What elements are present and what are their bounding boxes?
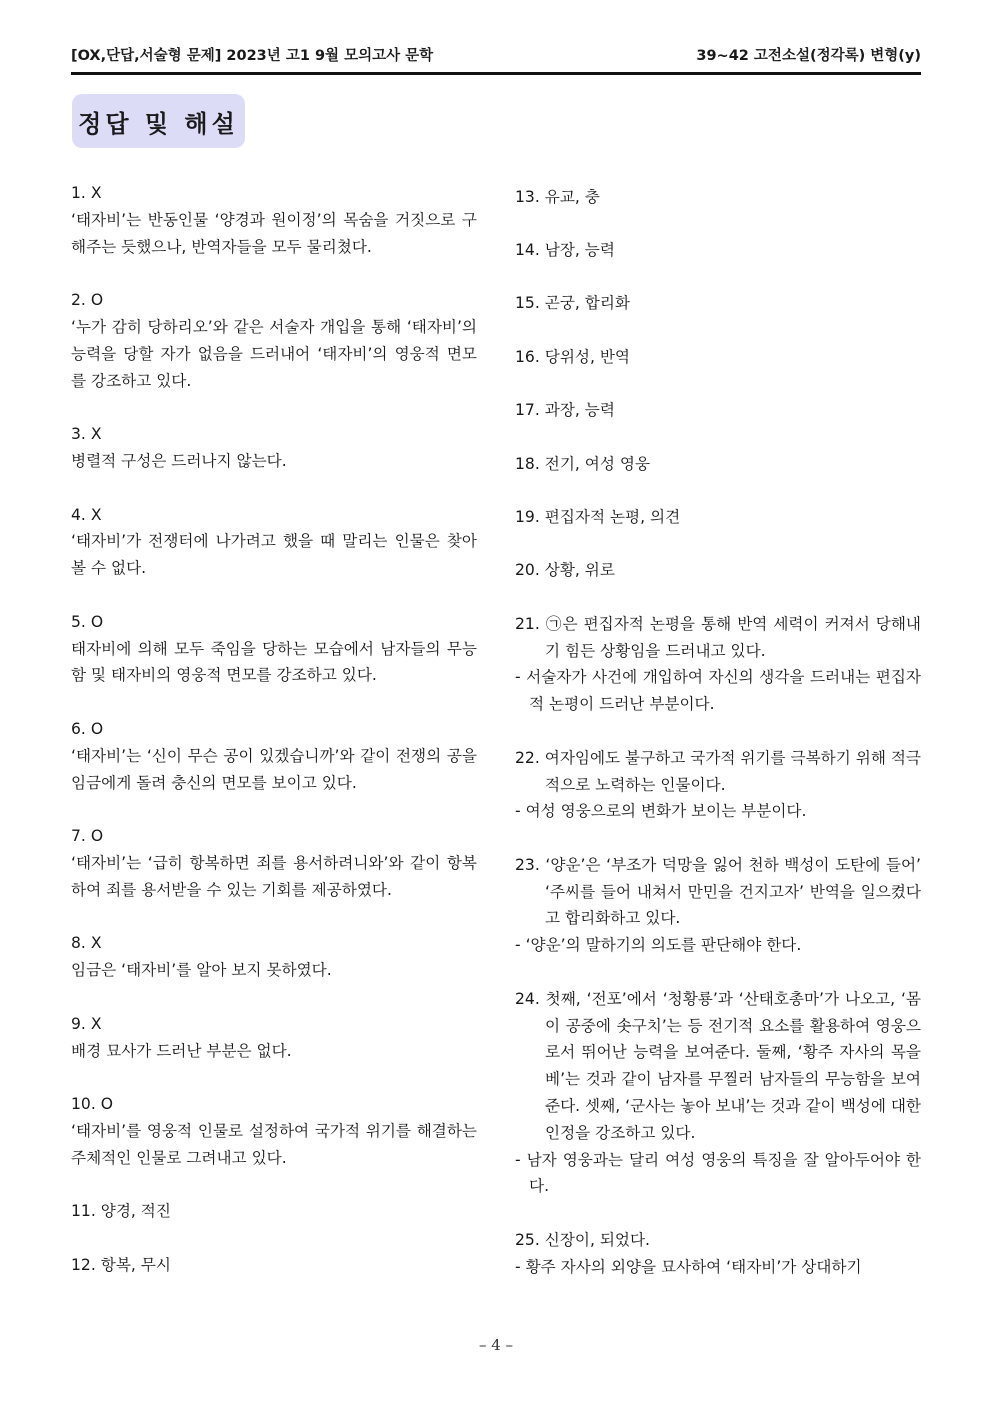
- long-answer-text: 21. ㉠은 편집자적 논평을 통해 반역 세력이 커져서 당해내기 힘든 상황임을 드러내고 있다.: [515, 614, 921, 660]
- long-answer-item: [515, 611, 921, 718]
- long-answer-note: - 황주 자사의 외양을 묘사하여 ‘태자비’가 상대하기: [515, 1257, 862, 1276]
- section-title: 정답 및 해설: [72, 94, 245, 148]
- answer-number: 5. O: [71, 612, 104, 631]
- answer-item: [71, 716, 477, 796]
- answer-explanation: ‘태자비’는 ‘신이 무슨 공이 있겠습니까’와 같이 전쟁의 공을 임금에게 돌려 충신의 면모를 보이고 있다.: [71, 746, 477, 792]
- answer-item: [71, 609, 477, 689]
- answer-explanation: 병렬적 구성은 드러나지 않는다.: [71, 451, 287, 470]
- answer-number: 6. O: [71, 719, 104, 738]
- answer-item: [71, 823, 477, 903]
- header-right-title: 39~42 고전소설(정각록) 변형(y): [696, 48, 921, 64]
- answer-explanation: ‘태자비’는 ‘급히 항복하면 죄를 용서하려니와’와 같이 항복하여 죄를 용서받을 수 있는 기회를 제공하였다.: [71, 853, 477, 899]
- short-answer: 16. 당위성, 반역: [515, 347, 630, 366]
- long-answer-item: [515, 745, 921, 825]
- answer-item: [71, 1198, 477, 1225]
- answer-number: 11. 양경, 적진: [71, 1202, 171, 1221]
- long-answer-note: - 남자 영웅과는 달리 여성 영웅의 특징을 잘 알아두어야 한다.: [515, 1150, 921, 1196]
- short-answer: 15. 곤궁, 합리화: [515, 294, 630, 313]
- long-answer-item: [515, 852, 921, 959]
- answer-number: 4. X: [71, 505, 102, 524]
- short-answer: 20. 상황, 위로: [515, 561, 615, 580]
- answer-item: [71, 502, 477, 582]
- right-column: [515, 168, 921, 1281]
- short-answer: 17. 과장, 능력: [515, 401, 615, 420]
- answer-number: 9. X: [71, 1014, 102, 1033]
- answer-explanation: 임금은 ‘태자비’를 알아 보지 못하였다.: [71, 961, 332, 980]
- answer-number: 7. O: [71, 827, 104, 846]
- answer-explanation: 배경 묘사가 드러난 부분은 없다.: [71, 1041, 292, 1060]
- long-answer-text: 22. 여자임에도 불구하고 국가적 위기를 극복하기 위해 적극적으로 노력하는 인물이다.: [515, 748, 921, 794]
- answer-number: 12. 항복, 무시: [71, 1255, 171, 1274]
- long-answer-note: - 여성 영웅으로의 변화가 보이는 부분이다.: [515, 802, 807, 821]
- long-answer-item: [515, 1227, 921, 1281]
- answer-explanation: 태자비에 의해 모두 죽임을 당하는 모습에서 남자들의 무능함 및 태자비의 영웅적 면모를 강조하고 있다.: [71, 639, 477, 685]
- answer-item: [71, 1011, 477, 1065]
- answer-number: 10. O: [71, 1095, 114, 1114]
- answer-item: [71, 1252, 477, 1279]
- answer-explanation: ‘태자비’가 전쟁터에 나가려고 했을 때 말리는 인물은 찾아볼 수 없다.: [71, 532, 477, 578]
- answer-item: [71, 180, 477, 260]
- header-left-title: [OX,단답,서술형 문제] 2023년 고1 9월 모의고사 문학: [71, 48, 434, 64]
- long-answer-text: 23. ‘양운’은 ‘부조가 덕망을 잃어 천하 백성이 도탄에 들어’ ‘주씨를 들어 내쳐서 만민을 건지고자’ 반역을 일으켰다고 합리화하고 있다.: [515, 855, 921, 928]
- answer-item: [71, 287, 477, 394]
- answer-item: [71, 1091, 477, 1171]
- answer-number: 3. X: [71, 425, 102, 444]
- left-column: [71, 180, 477, 1279]
- long-answer-note: - 서술자가 사건에 개입하여 자신의 생각을 드러내는 편집자적 논평이 드러난 부분이다.: [515, 668, 921, 714]
- page-number: – 4 –: [478, 1336, 514, 1354]
- short-answer: 18. 전기, 여성 영웅: [515, 454, 651, 473]
- answer-explanation: ‘누가 감히 당하리오’와 같은 서술자 개입을 통해 ‘태자비’의 능력을 당할 자가 없음을 드러내어 ‘태자비’의 영웅적 면모를 강조하고 있다.: [71, 317, 477, 390]
- answer-number: 2. O: [71, 291, 104, 310]
- answer-explanation: ‘태자비’는 반동인물 ‘양경과 원이정’의 목숨을 거짓으로 구해주는 듯했으나, 반역자들을 모두 물리쳤다.: [71, 210, 477, 256]
- long-answer-text: 25. 신장이, 되었다.: [515, 1231, 651, 1250]
- long-answer-item: [515, 986, 921, 1200]
- answer-item: [71, 930, 477, 984]
- answer-item: [71, 421, 477, 475]
- answer-number: 1. X: [71, 184, 102, 202]
- page-header: [71, 42, 921, 75]
- short-answer: 13. 유교, 충: [515, 187, 600, 206]
- short-answer: 19. 편집자적 논평, 의견: [515, 507, 681, 526]
- answer-number: 8. X: [71, 934, 102, 953]
- long-answer-text: 24. 첫째, ‘전포’에서 ‘청황룡’과 ‘산태호총마’가 나오고, ‘몸이 공중에 솟구치’는 등 전기적 요소를 활용하여 영웅으로서 뛰어난 능력을 보여준다. 둘째, ‘황주 자사의 목을 베’는 것과 같이 남자를 무찔러 남자들의 무능함을 보여준다. 셋째, ‘군사는 놓아 보내’는 것과 같이 백성에 대한 인정을 강조하고 있다.: [515, 989, 921, 1142]
- short-answer: 14. 남장, 능력: [515, 240, 615, 259]
- answer-explanation: ‘태자비’를 영웅적 인물로 설정하여 국가적 위기를 해결하는 주체적인 인물로 그려내고 있다.: [71, 1121, 477, 1167]
- long-answer-note: - ‘양운’의 말하기의 의도를 판단해야 한다.: [515, 936, 802, 955]
